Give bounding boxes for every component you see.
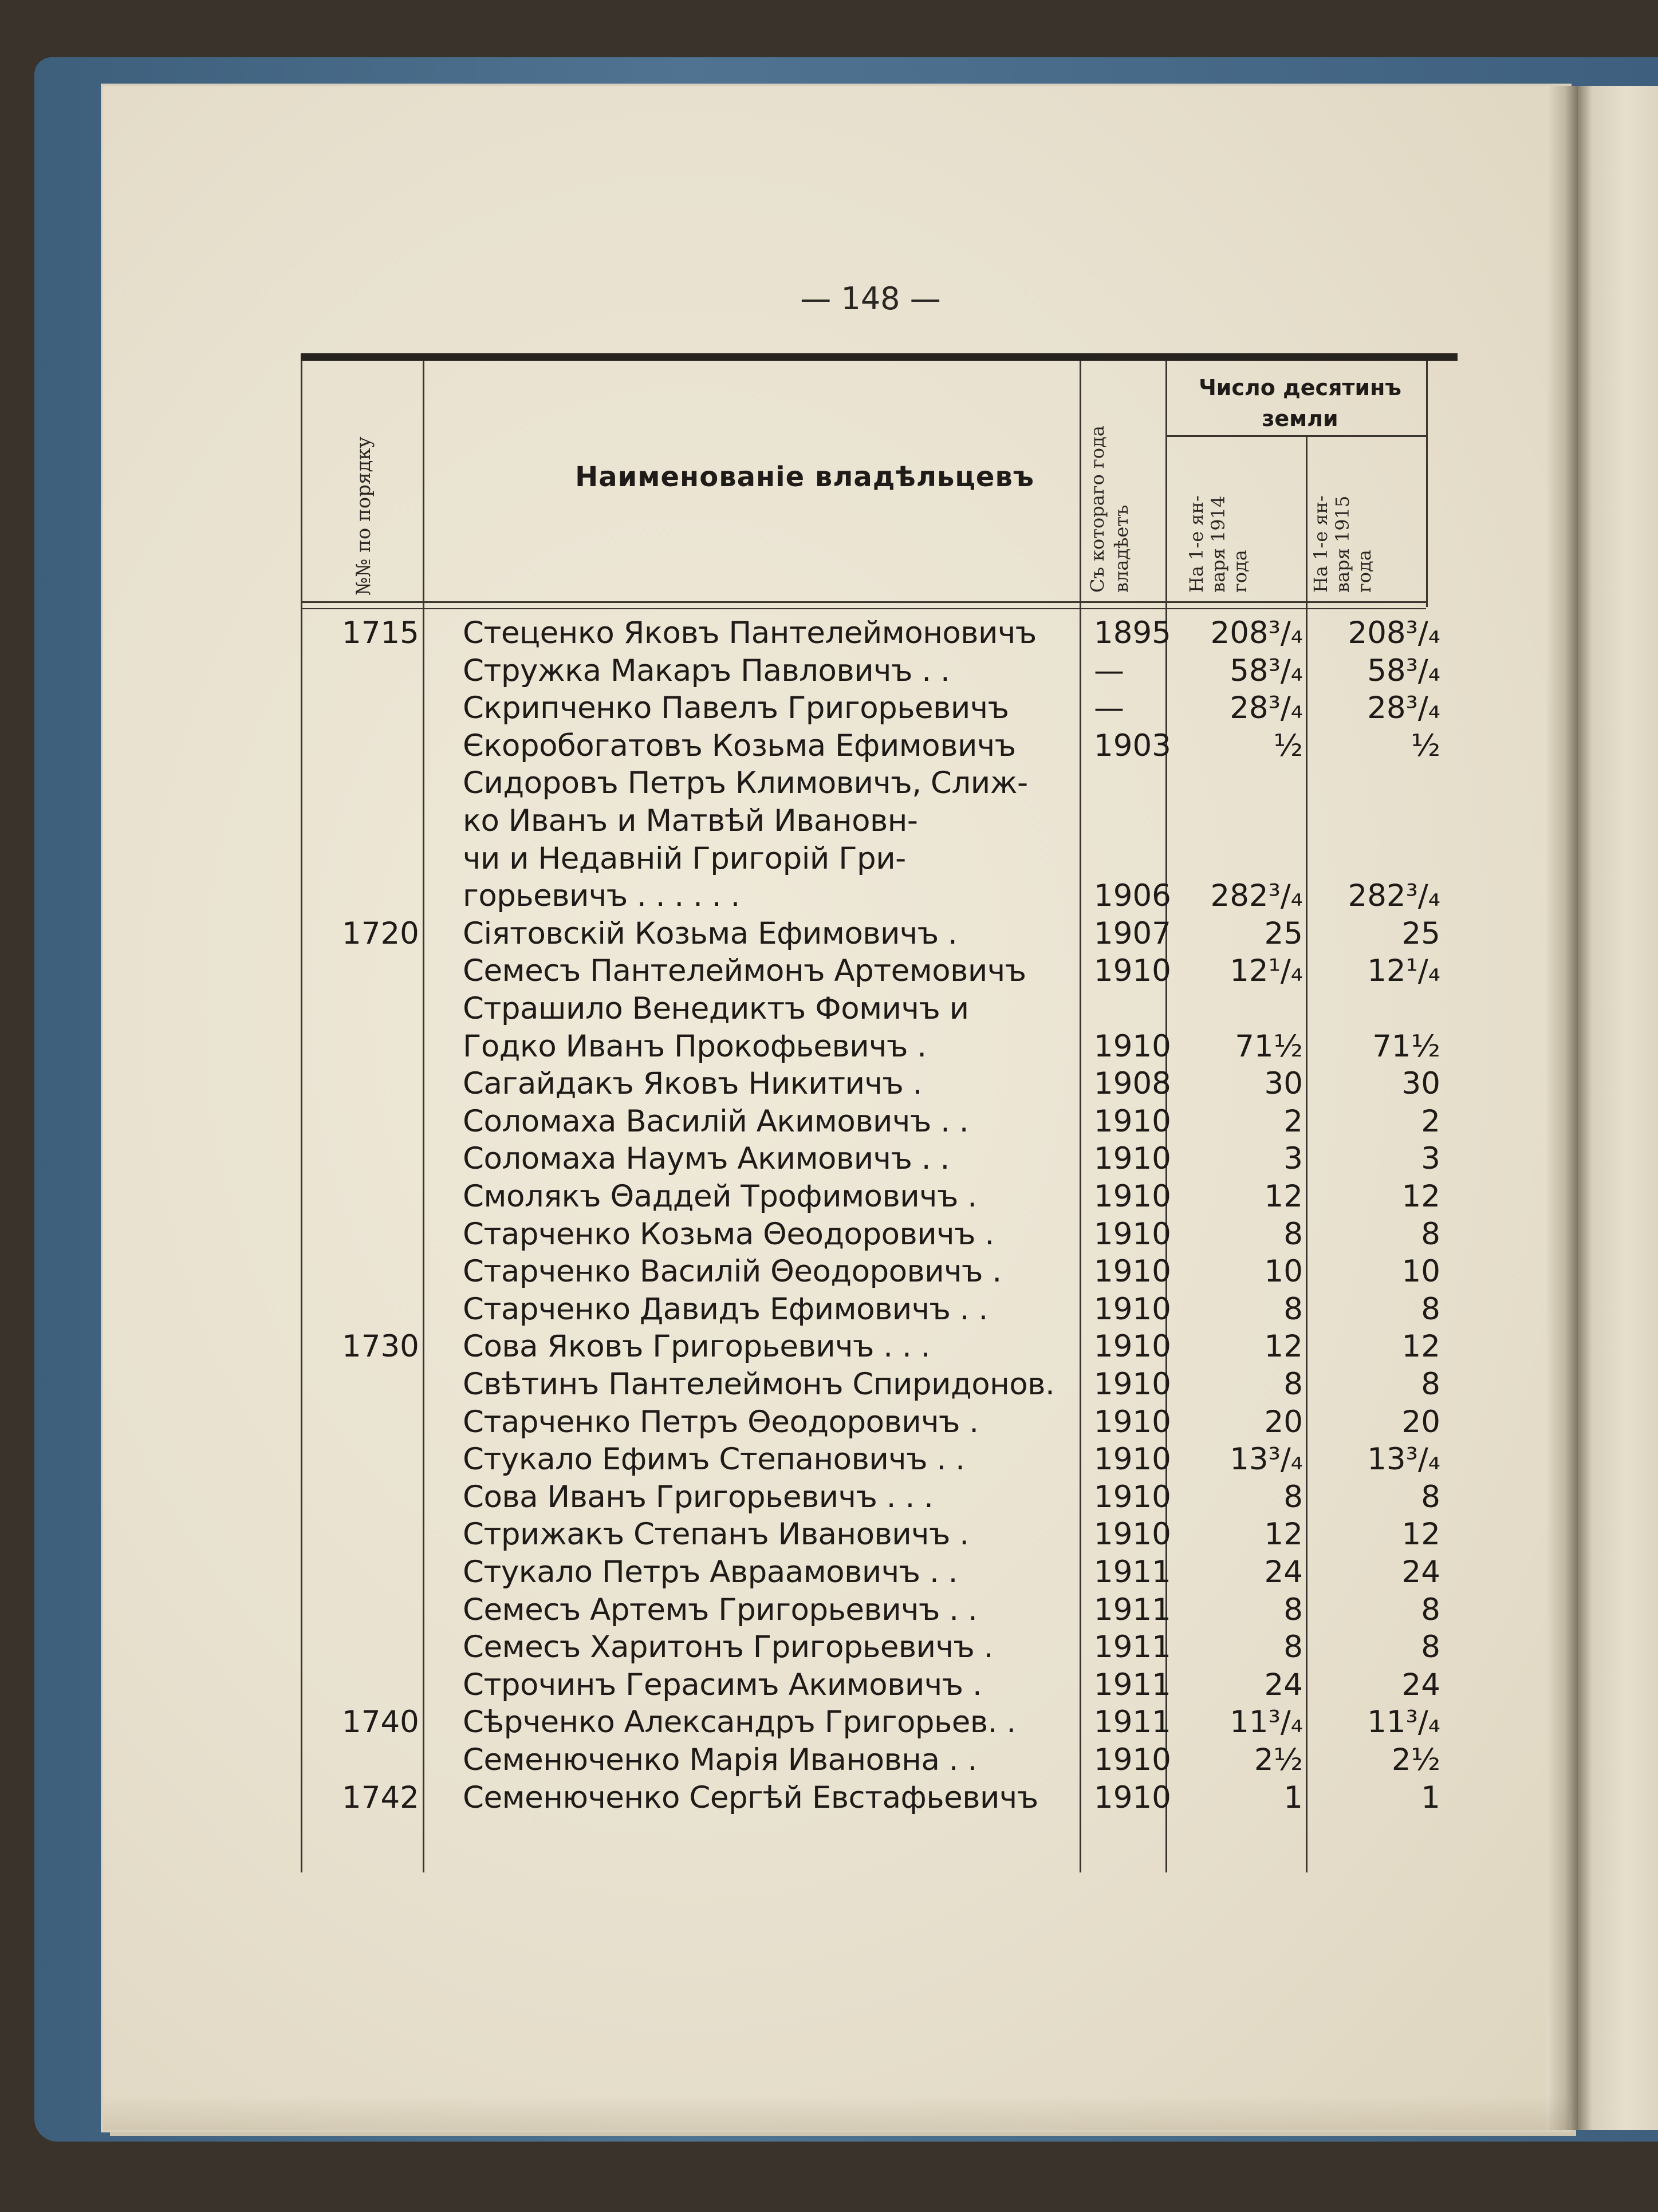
header-col-1915: [1310, 495, 1375, 593]
land-1915: 208³/₄: [1348, 616, 1440, 650]
year-since: 1910: [1094, 1780, 1171, 1815]
year-since: 1911: [1094, 1667, 1171, 1702]
land-1914: 2: [1283, 1103, 1303, 1139]
year-since: 1908: [1094, 1066, 1171, 1102]
land-1914: 12: [1264, 1329, 1303, 1365]
land-1914: 1: [1283, 1780, 1303, 1815]
owner-name: Страшило Венедиктъ Фомичъ и: [463, 991, 969, 1026]
header-year-line1: Съ котораго года: [1086, 425, 1108, 593]
land-1914: ½: [1273, 728, 1303, 763]
land-1914: 11³/₄: [1230, 1705, 1303, 1740]
land-1914: 12: [1264, 1179, 1303, 1214]
year-since: 1910: [1094, 1479, 1171, 1515]
owner-name: Семесъ Артемъ Григорьевичъ . .: [463, 1592, 978, 1627]
owner-name: Сова Яковъ Григорьевичъ . . .: [463, 1329, 930, 1365]
year-since: —: [1094, 691, 1124, 726]
year-since: 1910: [1094, 1103, 1171, 1139]
land-1915: 12: [1401, 1179, 1440, 1214]
land-1914: 71½: [1235, 1028, 1303, 1064]
header-bottom-rule: [301, 601, 1426, 603]
land-1914: 12: [1264, 1517, 1303, 1552]
land-1915: 8: [1421, 1216, 1440, 1252]
land-1915: 8: [1421, 1367, 1440, 1402]
year-since: 1910: [1094, 953, 1171, 989]
land-1915: 2: [1421, 1103, 1440, 1139]
year-since: 1906: [1094, 878, 1171, 914]
land-1915: 28³/₄: [1367, 691, 1440, 726]
land-1914: 8: [1283, 1479, 1303, 1515]
land-1915: 13³/₄: [1367, 1442, 1440, 1477]
year-since: 1911: [1094, 1555, 1171, 1590]
land-1915: 12: [1401, 1517, 1440, 1552]
header-col1-line3: года: [1229, 550, 1251, 593]
owner-name: Сѣрченко Александръ Григорьев. .: [463, 1705, 1016, 1740]
page-number: — 148 —: [800, 281, 941, 317]
owner-name: чи и Недавній Григорій Гри-: [463, 841, 906, 876]
land-1914: 30: [1264, 1066, 1303, 1102]
year-since: 1910: [1094, 1367, 1171, 1402]
header-year-line2: владѣетъ: [1110, 504, 1132, 593]
col-divider-values: [1306, 435, 1308, 1872]
year-since: 1910: [1094, 1291, 1171, 1327]
row-number: 1730: [342, 1329, 419, 1365]
land-1914: 13³/₄: [1230, 1442, 1303, 1477]
year-since: 1910: [1094, 1404, 1171, 1440]
land-1915: 58³/₄: [1367, 653, 1440, 688]
land-1914: 208³/₄: [1210, 616, 1303, 650]
owners-table: [301, 361, 1458, 1872]
owner-name: Старченко Василій Θеодоровичъ .: [463, 1254, 1002, 1290]
owner-name: горьевичъ . . . . . .: [463, 878, 740, 914]
header-bottom-rule-2: [301, 608, 1426, 609]
year-since: 1911: [1094, 1630, 1171, 1665]
land-1915: 12¹/₄: [1367, 953, 1440, 989]
owner-name: Сіятовскій Козьма Ефимовичъ .: [463, 916, 958, 951]
book-gutter: [1546, 86, 1581, 2130]
land-1914: 8: [1283, 1630, 1303, 1665]
land-1914: 2½: [1254, 1742, 1303, 1777]
land-1915: 20: [1401, 1404, 1440, 1440]
header-col1-line1: На 1-е ян-: [1186, 495, 1207, 593]
header-col2-line1: На 1-е ян-: [1310, 495, 1332, 593]
owner-name: Стукало Петръ Авраамовичъ . .: [463, 1555, 958, 1590]
row-number: 1740: [342, 1705, 419, 1740]
owner-name: Семесъ Харитонъ Григорьевичъ .: [463, 1630, 994, 1665]
land-1915: 11³/₄: [1367, 1705, 1440, 1740]
land-1914: 8: [1283, 1367, 1303, 1402]
owner-name: Смолякъ Θаддей Трофимовичъ .: [463, 1179, 977, 1214]
owner-name: Стеценко Яковъ Пантелеймоновичъ: [463, 616, 1037, 650]
year-since: 1910: [1094, 1329, 1171, 1365]
land-1915: 8: [1421, 1479, 1440, 1515]
land-1914: 12¹/₄: [1230, 953, 1303, 989]
owner-name: Сидоровъ Петръ Климовичъ, Слиж-: [463, 766, 1028, 801]
land-1914: 58³/₄: [1230, 653, 1303, 688]
year-since: 1910: [1094, 1517, 1171, 1552]
owner-name: Старченко Давидъ Ефимовичъ . .: [463, 1291, 988, 1327]
header-col2-line3: года: [1353, 550, 1375, 593]
land-1915: 2½: [1391, 1742, 1440, 1777]
next-page-edge: [1578, 86, 1658, 2130]
land-1915: 71½: [1372, 1028, 1440, 1064]
owner-name: Старченко Петръ Θеодоровичъ .: [463, 1404, 979, 1440]
year-since: 1910: [1094, 1028, 1171, 1064]
land-1914: 8: [1283, 1291, 1303, 1327]
year-since: 1910: [1094, 1442, 1171, 1477]
year-since: 1903: [1094, 728, 1171, 763]
owner-name: Стружка Макаръ Павловичъ . .: [463, 653, 950, 688]
land-1915: 8: [1421, 1592, 1440, 1627]
owner-name: Сагайдакъ Яковъ Никитичъ .: [463, 1066, 923, 1102]
land-1915: 24: [1401, 1667, 1440, 1702]
land-1915: 24: [1401, 1555, 1440, 1590]
header-year-col: [1085, 425, 1133, 593]
owner-name: Єкоробогатовъ Козьма Ефимовичъ: [463, 728, 1016, 763]
owner-name: Скрипченко Павелъ Григорьевичъ: [463, 691, 1009, 726]
land-1915: 8: [1421, 1291, 1440, 1327]
owner-name: ко Иванъ и Матвѣй Ивановн-: [463, 803, 918, 838]
land-1915: 1: [1421, 1780, 1440, 1815]
group-header-divider: [1165, 435, 1426, 437]
table-left-border: [301, 361, 302, 1872]
owner-name: Годко Иванъ Прокофьевичъ .: [463, 1028, 927, 1064]
page-shade: [103, 2096, 1569, 2130]
owner-name: Стукало Ефимъ Степановичъ . .: [463, 1442, 965, 1477]
owner-name: Старченко Козьма Θеодоровичъ .: [463, 1216, 994, 1252]
land-1914: 24: [1264, 1667, 1303, 1702]
land-1915: 25: [1401, 916, 1440, 951]
row-number: 1742: [342, 1780, 419, 1815]
header-col2-line2: варя 1915: [1332, 495, 1353, 593]
year-since: 1910: [1094, 1742, 1171, 1777]
header-group-line1: Число десятинъ: [1199, 375, 1401, 400]
year-since: 1911: [1094, 1705, 1171, 1740]
owner-name: Семесъ Пантелеймонъ Артемовичъ: [463, 953, 1026, 989]
land-1914: 3: [1283, 1141, 1303, 1177]
year-since: 1895: [1094, 616, 1171, 650]
land-1914: 28³/₄: [1230, 691, 1303, 726]
land-1915: 10: [1401, 1254, 1440, 1290]
land-1914: 10: [1264, 1254, 1303, 1290]
owner-name: Семенюченко Марія Ивановна . .: [463, 1742, 977, 1777]
land-1914: 8: [1283, 1592, 1303, 1627]
header-group-line2: земли: [1262, 406, 1338, 431]
year-since: 1910: [1094, 1216, 1171, 1252]
year-since: 1911: [1094, 1592, 1171, 1627]
table-top-rule: [301, 353, 1458, 361]
owner-name: Соломаха Василій Акимовичъ . .: [463, 1103, 969, 1139]
header-col1-line2: варя 1914: [1207, 495, 1229, 593]
land-1914: 24: [1264, 1555, 1303, 1590]
owner-name: Строчинъ Герасимъ Акимовичъ .: [463, 1667, 982, 1702]
owner-name: Сова Иванъ Григорьевичъ . . .: [463, 1479, 934, 1515]
year-since: 1910: [1094, 1179, 1171, 1214]
year-since: 1907: [1094, 916, 1171, 951]
owner-name: Свѣтинъ Пантелеймонъ Спиридонов.: [463, 1367, 1055, 1402]
land-1915: 12: [1401, 1329, 1440, 1365]
header-col-1914: [1186, 495, 1251, 593]
header-name-col: Наименованіе владѣльцевъ: [575, 461, 1034, 493]
year-since: 1910: [1094, 1254, 1171, 1290]
land-1915: 282³/₄: [1348, 878, 1440, 914]
land-1914: 20: [1264, 1404, 1303, 1440]
col-divider-number: [423, 361, 424, 1872]
row-number: 1720: [342, 916, 419, 951]
header-number-col: №№ по порядку: [352, 436, 375, 596]
land-1914: 8: [1283, 1216, 1303, 1252]
land-1914: 282³/₄: [1210, 878, 1303, 914]
owner-name: Стрижакъ Степанъ Ивановичъ .: [463, 1517, 969, 1552]
owner-name: Соломаха Наумъ Акимовичъ . .: [463, 1141, 950, 1177]
land-1915: 3: [1421, 1141, 1440, 1177]
year-since: 1910: [1094, 1141, 1171, 1177]
header-group-land: [1171, 372, 1429, 434]
row-number: 1715: [342, 616, 419, 650]
land-1914: 25: [1264, 916, 1303, 951]
owner-name: Семенюченко Сергѣй Евстафьевичъ: [463, 1780, 1038, 1815]
land-1915: 30: [1401, 1066, 1440, 1102]
year-since: —: [1094, 653, 1124, 688]
land-1915: ½: [1411, 728, 1440, 763]
land-1915: 8: [1421, 1630, 1440, 1665]
col-divider-name: [1080, 361, 1081, 1872]
